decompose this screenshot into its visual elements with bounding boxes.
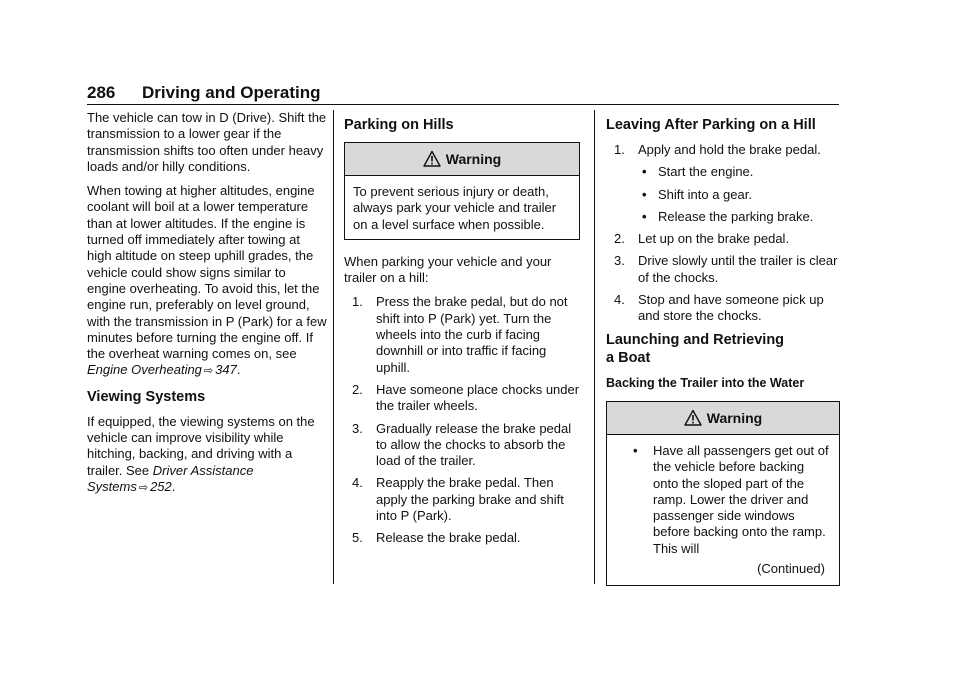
step-number: 4. [352, 475, 363, 491]
driver-assistance-page[interactable]: 252 [150, 478, 172, 494]
step-number: 5. [352, 530, 363, 546]
driver-assistance-link[interactable]: Driver Assistance Systems [87, 462, 254, 494]
step-number: 2. [614, 231, 625, 247]
list-item [606, 187, 840, 203]
engine-overheating-page[interactable]: 347 [215, 362, 237, 378]
column-2 [344, 110, 580, 553]
launching-heading-line1: Launching and Retrieving [606, 331, 785, 348]
warning-body [607, 435, 839, 585]
list-item [606, 209, 840, 225]
viewing-systems-paragraph: If equipped, the viewing systems on the vehicle can improve visibility while hitching, backing, and driving with a trailer. See Driver Assistance Systems ⇨ 252. [87, 413, 315, 494]
bullet-text: Start the engine. [658, 164, 754, 180]
step-text: Gradually release the brake pedal to allow the chocks to absorb the load of the trailer. [376, 420, 572, 469]
launching-boat-heading [606, 331, 840, 367]
list-item [344, 382, 580, 415]
continued-label: (Continued) [757, 561, 825, 577]
step-text: Release the brake pedal. [376, 530, 521, 546]
parking-intro: When parking your vehicle and your trailer on a hill: [344, 253, 552, 286]
list-item [344, 294, 580, 375]
warning-title: Warning [706, 409, 763, 426]
column-divider-1 [333, 110, 334, 584]
page-reference-arrow-icon: ⇨ [138, 481, 149, 494]
step-number: 3. [352, 420, 363, 436]
step-text: Have someone place chocks under the trailer wheels. [376, 381, 580, 414]
section-title: Driving and Operating [142, 83, 321, 102]
parking-steps-list [344, 294, 580, 546]
warning-title: Warning [445, 150, 502, 167]
list-item [606, 292, 840, 325]
page-reference-arrow-icon: ⇨ [203, 365, 214, 378]
step-number: 3. [614, 253, 625, 269]
list-item [344, 475, 580, 524]
step-text: Press the brake pedal, but do not shift into P (Park) yet. Turn the wheels into the curb if facing downhill or into traffic if facing uphill. [376, 294, 568, 375]
warning-bullet-text: Have all passengers get out of the vehicle before backing onto the sloped part of the ramp. Lower the driver and passenger side windows before backing onto the ramp. This will [653, 442, 829, 556]
step-text: Reapply the brake pedal. Then apply the parking brake and shift into P (Park). [376, 475, 564, 524]
step-number: 1. [614, 142, 625, 157]
page-number: 286 [87, 83, 116, 102]
column-divider-2 [594, 110, 595, 584]
towing-gear-paragraph: The vehicle can tow in D (Drive). Shift the transmission to a lower gear if the transmission shifts too often under heavy loads and/or hilly conditions. [87, 110, 327, 174]
backing-trailer-subheading: Backing the Trailer into the Water [606, 375, 805, 390]
leaving-steps-list [606, 142, 840, 158]
list-item [606, 253, 840, 286]
warning-triangle-icon [423, 150, 441, 168]
warning-header [607, 402, 839, 435]
altitude-text: When towing at higher altitudes, engine coolant will boil at a lower temperature than at lower altitudes. If the engine is turned off immediately after towing at high altitude on steep uphill grades, the vehicle could show signs similar to engine overheating. To avoid this, let the engine run, preferably on level ground, with the transmission in P (Park) for a few minutes before turning the engine off. If the overheat warning comes on, see [87, 183, 327, 362]
bullet-icon: • [642, 186, 647, 202]
list-item [344, 530, 580, 546]
warning-box [606, 401, 840, 586]
viewing-systems-heading: Viewing Systems [87, 388, 206, 405]
header-rule [87, 104, 839, 105]
viewing-systems-text: If equipped, the viewing systems on the vehicle can improve visibility while hitching, backing, and driving with a trailer. See [87, 413, 315, 478]
list-item [344, 421, 580, 470]
engine-overheating-link[interactable]: Engine Overheating [87, 362, 202, 378]
list-item [615, 443, 831, 557]
list-item [606, 164, 840, 180]
step-text: Let up on the brake pedal. [638, 231, 790, 247]
leaving-after-parking-heading: Leaving After Parking on a Hill [606, 117, 816, 133]
step-number: 1. [352, 294, 363, 310]
step-number: 4. [614, 292, 625, 308]
step-text: Drive slowly until the trailer is clear of the chocks. [638, 253, 838, 285]
warning-box [344, 142, 580, 240]
leaving-steps-list-continued [606, 231, 840, 324]
column-1 [87, 110, 327, 504]
leaving-bullets-list [606, 164, 840, 225]
bullet-icon: • [633, 442, 638, 458]
warning-text: To prevent serious injury or death, always park your vehicle and trailer on a level surface when possible. [353, 184, 557, 232]
step-text: Apply and hold the brake pedal. [638, 142, 821, 157]
column-3 [606, 110, 840, 600]
bullet-text: Shift into a gear. [658, 186, 752, 202]
step-text: Stop and have someone pick up and store the chocks. [638, 292, 824, 324]
altitude-paragraph: When towing at higher altitudes, engine coolant will boil at a lower temperature than at lower altitudes. If the engine is turned off immediately after towing at high altitude on steep uphill grades, the vehicle could show signs similar to engine overheating. To avoid this, let the engine run, preferably on level ground, with the transmission in P (Park) for a few minutes before turning the engine off. If the overheat warning comes on, see Engine Overheating ⇨ 347. [87, 183, 327, 378]
parking-on-hills-heading: Parking on Hills [344, 117, 454, 133]
bullet-text: Release the parking brake. [658, 208, 814, 224]
warning-bullets-list [615, 443, 831, 557]
step-number: 2. [352, 381, 363, 397]
launching-heading-line2: a Boat [606, 349, 651, 366]
list-item [606, 142, 840, 158]
list-item [606, 231, 840, 247]
bullet-icon: • [642, 164, 647, 180]
page-header [87, 83, 839, 103]
bullet-icon: • [642, 208, 647, 224]
warning-triangle-icon [684, 409, 702, 427]
warning-header [345, 143, 579, 176]
